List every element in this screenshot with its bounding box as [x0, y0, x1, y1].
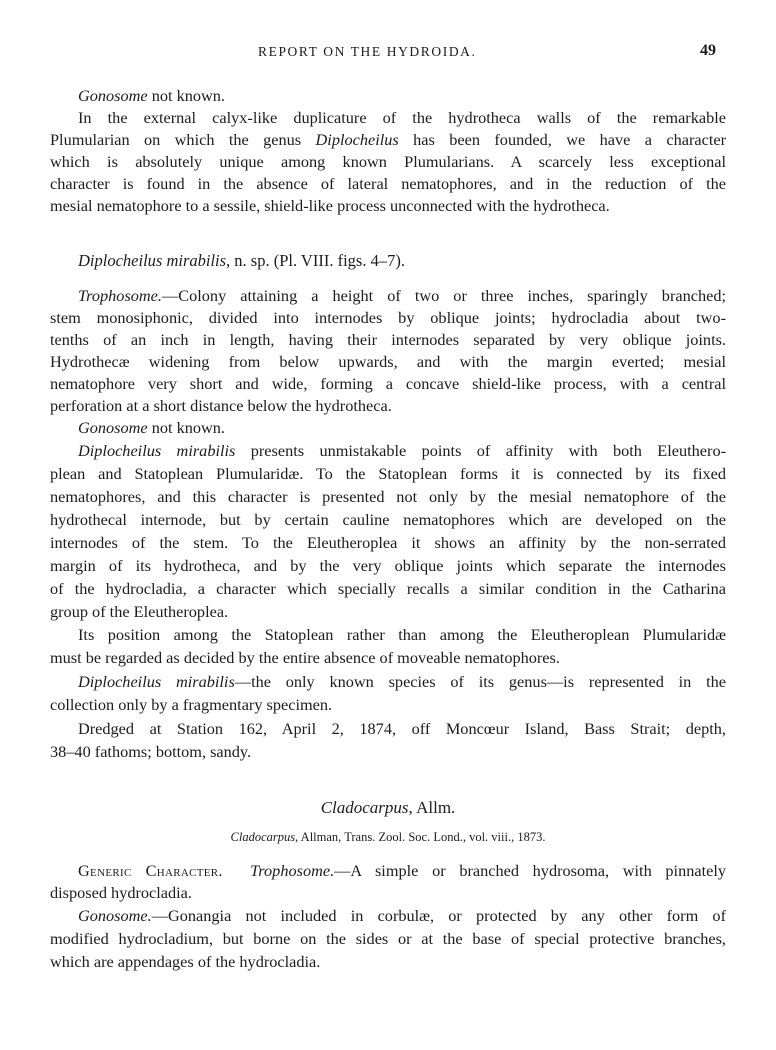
affinity-line-5: internodes of the stem. To the Eleutheroplea it shows an affinity by the non-serrated [50, 533, 726, 552]
species-trophosome-line-1: Trophosome.—Colony attaining a height of two or three inches, sparingly branched; [78, 286, 726, 305]
term-gonosome: Gonosome. [78, 906, 152, 925]
genus-heading: Cladocarpus, Allm. [320, 798, 456, 817]
only-line-2: collection only by a fragmentary specimen. [50, 695, 333, 714]
affinity-line-2: plean and Statoplean Plumularidæ. To the Statoplean forms it is connected by its fixed [50, 464, 726, 483]
species-gonosome-line: Gonosome not known. [78, 418, 225, 437]
intro-line-1: In the external calyx-like duplicature of the hydrotheca walls of the remarkable [78, 108, 726, 127]
intro-line-4: character is found in the absence of lateral nematophores, and in the reduction of the [50, 174, 726, 193]
page-number: 49 [700, 42, 716, 59]
genus-name-inline: Diplocheilus [315, 130, 399, 149]
affinity-line-3: nematophores, and this character is presented not only by the mesial nematophore of the [50, 487, 726, 506]
genus-gonosome-line-3: which are appendages of the hydrocladia. [50, 952, 321, 971]
position-line-2: must be regarded as decided by the entire absence of moveable nematophores. [50, 648, 560, 667]
term-trophosome: Trophosome. [78, 286, 162, 305]
affinity-line-1: Diplocheilus mirabilis presents unmistakable points of affinity with both Eleuthero- [78, 441, 727, 460]
running-title: REPORT ON THE HYDROIDA. [258, 44, 477, 59]
intro-line-2: Plumularian on which the genus Diplocheilus has been founded, we have a character [50, 130, 727, 149]
affinity-line-7: of the hydrocladia, a character which specially recalls a similar condition in the Catharina [50, 579, 726, 598]
species-heading: Diplocheilus mirabilis, n. sp. (Pl. VIII. figs. 4–7). [78, 251, 405, 270]
intro-line-5: mesial nematophore to a sessile, shield-like process unconnected with the hydrotheca. [50, 196, 610, 215]
affinity-line-8: group of the Eleutheroplea. [50, 602, 229, 621]
term-trophosome: Trophosome. [250, 861, 335, 880]
generic-character-line-2: disposed hydrocladia. [50, 883, 192, 902]
species-name-inline: Diplocheilus mirabilis [78, 441, 236, 460]
affinity-line-4: hydrothecal internode, but by certain cauline nematophores which are developed on the [50, 510, 726, 529]
term-gonosome: Gonosome [78, 418, 148, 437]
species-trophosome-line-4: Hydrothecæ widening from below upwards, and with the margin everted; mesial [50, 352, 726, 371]
generic-character-line-1: Generic Character. Trophosome.—A simple or branched hydrosoma, with pinnately [78, 861, 726, 880]
genus-citation: Cladocarpus, Allman, Trans. Zool. Soc. Lond., vol. viii., 1873. [230, 830, 546, 844]
affinity-line-6: margin of its hydrotheca, and by the very oblique joints which separate the internodes [50, 556, 726, 575]
species-trophosome-line-2: stem monosiphonic, divided into internodes by oblique joints; hydrocladia about two- [50, 308, 726, 327]
term-gonosome: Gonosome [78, 86, 148, 105]
only-line-1: Diplocheilus mirabilis—the only known species of its genus—is represented in the [78, 672, 726, 691]
genus-gonosome-line-2: modified hydrocladium, but borne on the sides or at the base of special protective branches, [50, 929, 726, 948]
generic-character-label: Generic Character. [78, 861, 223, 880]
species-trophosome-line-3: tenths of an inch in length, having their internodes separated by very oblique joints. [50, 330, 726, 349]
species-trophosome-line-6: perforation at a short distance below the hydrotheca. [50, 396, 392, 415]
dredged-line-1: Dredged at Station 162, April 2, 1874, off Moncœur Island, Bass Strait; depth, [78, 719, 726, 738]
genus-gonosome-line-1: Gonosome.—Gonangia not included in corbulæ, or protected by any other form of [78, 906, 726, 925]
dredged-line-2: 38–40 fathoms; bottom, sandy. [50, 742, 252, 761]
species-name-inline: Diplocheilus mirabilis [78, 672, 235, 691]
position-line-1: Its position among the Statoplean rather than among the Eleutheroplean Plumularidæ [78, 625, 726, 644]
species-trophosome-line-5: nematophore very short and wide, forming a concave shield-like process, with a central [50, 374, 726, 393]
intro-line-3: which is absolutely unique among known Plumularians. A scarcely less exceptional [50, 152, 726, 171]
intro-gonosome-line: Gonosome not known. [78, 86, 225, 105]
